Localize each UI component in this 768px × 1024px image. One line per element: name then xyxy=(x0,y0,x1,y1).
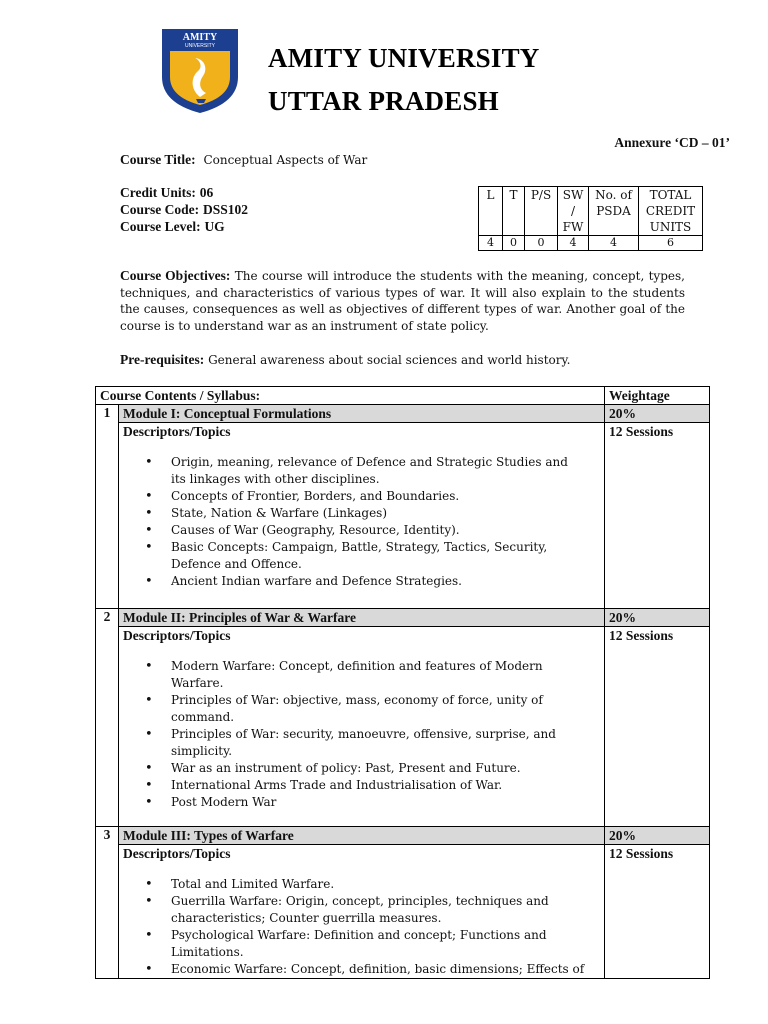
course-title-row xyxy=(120,151,367,169)
module-number: 1 xyxy=(96,405,119,609)
topic-item: • Basic Concepts: Campaign, Battle, Strategy, Tactics, Security, Defence and Offence. xyxy=(145,539,586,573)
prerequisites xyxy=(120,352,685,369)
descriptors-label: Descriptors/Topics xyxy=(123,424,231,439)
module-weightage: 20% xyxy=(605,405,710,423)
credits-value-row xyxy=(479,236,703,251)
annexure-label: Annexure ‘CD – 01’ xyxy=(614,135,730,150)
module-title: Module II: Principles of War & Warfare xyxy=(119,609,605,627)
module-sessions-cell xyxy=(605,845,710,979)
credits-value-cell: 0 xyxy=(503,236,525,251)
credits-table xyxy=(478,186,703,251)
module-sessions: 12 Sessions xyxy=(609,846,674,861)
module-content-row xyxy=(96,627,710,827)
topic-item: • Psychological Warfare: Definition and concept; Functions and Limitations. xyxy=(145,927,586,961)
course-code-row xyxy=(120,201,248,219)
objectives-text: The course will introduce the students with the meaning, concept, types, techniques, and characteristics of various types of war. It will also explain to the students the causes, consequences as well as objectives of different types of war. Another goal of the course is to understand war as an instrument of state policy. xyxy=(120,269,685,333)
module-title: Module III: Types of Warfare xyxy=(119,827,605,845)
topic-item: • Origin, meaning, relevance of Defence and Strategic Studies and its linkages with other disciplines. xyxy=(145,454,586,488)
prerequisites-label: Pre-requisites: xyxy=(120,352,205,367)
credit-units-label: Credit Units: xyxy=(120,185,196,200)
course-level-label: Course Level: xyxy=(120,219,201,234)
topic-item: • Principles of War: security, manoeuvre, offensive, surprise, and simplicity. xyxy=(145,726,586,760)
module-weightage: 20% xyxy=(605,609,710,627)
module-descriptors xyxy=(119,627,605,827)
module-number: 2 xyxy=(96,609,119,827)
module-sessions-cell xyxy=(605,423,710,609)
credits-value-cell: 4 xyxy=(558,236,589,251)
objectives-label: Course Objectives: xyxy=(120,268,231,283)
module-weightage: 20% xyxy=(605,827,710,845)
topic-list xyxy=(145,658,600,811)
course-code-value: DSS102 xyxy=(202,202,248,217)
credit-units-value: 06 xyxy=(199,185,214,200)
module-descriptors xyxy=(119,423,605,609)
topic-item: • Ancient Indian warfare and Defence Strategies. xyxy=(145,573,586,590)
credits-value-cell: 4 xyxy=(479,236,503,251)
credits-header-cell: SW / FW xyxy=(558,187,589,236)
module-sessions-cell xyxy=(605,627,710,827)
module-sessions: 12 Sessions xyxy=(609,628,674,643)
credits-header-cell: No. of PSDA xyxy=(589,187,639,236)
credit-units-row xyxy=(120,184,213,202)
module-content-row xyxy=(96,845,710,979)
syllabus-header-weightage: Weightage xyxy=(605,387,710,405)
course-title-label: Course Title: xyxy=(120,152,196,167)
module-number: 3 xyxy=(96,827,119,979)
logo-subtext: UNIVERSITY xyxy=(184,43,216,49)
module-descriptors xyxy=(119,845,605,979)
university-name: AMITY UNIVERSITY xyxy=(268,43,540,73)
topic-item: • War as an instrument of policy: Past, Present and Future. xyxy=(145,760,586,777)
course-level-value: UG xyxy=(204,219,225,234)
module-row xyxy=(96,405,710,423)
module-row xyxy=(96,827,710,845)
university-location: UTTAR PRADESH xyxy=(268,86,499,116)
topic-item: • Causes of War (Geography, Resource, Identity). xyxy=(145,522,586,539)
credits-value-cell: 6 xyxy=(639,236,703,251)
syllabus-table xyxy=(95,386,710,979)
credits-header-row xyxy=(479,187,703,236)
credits-header-cell: P/S xyxy=(525,187,558,236)
descriptors-label: Descriptors/Topics xyxy=(123,846,231,861)
topic-item: • Modern Warfare: Concept, definition and features of Modern Warfare. xyxy=(145,658,586,692)
credits-header-cell: L xyxy=(479,187,503,236)
descriptors-label: Descriptors/Topics xyxy=(123,628,231,643)
topic-item: • Guerrilla Warfare: Origin, concept, principles, techniques and characteristics; Counter guerrilla measures. xyxy=(145,893,586,927)
module-content-row xyxy=(96,423,710,609)
syllabus-header-contents: Course Contents / Syllabus: xyxy=(96,387,605,405)
course-title-value: Conceptual Aspects of War xyxy=(203,153,368,167)
topic-item: • Total and Limited Warfare. xyxy=(145,876,586,893)
credits-header-cell: TOTAL CREDIT UNITS xyxy=(639,187,703,236)
module-sessions: 12 Sessions xyxy=(609,424,674,439)
module-title: Module I: Conceptual Formulations xyxy=(119,405,605,423)
amity-logo xyxy=(160,27,240,115)
credits-value-cell: 0 xyxy=(525,236,558,251)
topic-item: • Concepts of Frontier, Borders, and Boundaries. xyxy=(145,488,586,505)
course-objectives xyxy=(120,268,685,334)
course-code-label: Course Code: xyxy=(120,202,200,217)
topic-list xyxy=(145,454,600,590)
course-level-row xyxy=(120,218,225,236)
topic-item: • Post Modern War xyxy=(145,794,586,811)
syllabus-header-row xyxy=(96,387,710,405)
logo-text: AMITY xyxy=(182,32,218,43)
topic-item: • Principles of War: objective, mass, economy of force, unity of command. xyxy=(145,692,586,726)
topic-list xyxy=(145,876,600,978)
topic-item: • Economic Warfare: Concept, definition, basic dimensions; Effects of xyxy=(145,961,586,978)
topic-item: • State, Nation & Warfare (Linkages) xyxy=(145,505,586,522)
module-row xyxy=(96,609,710,627)
credits-value-cell: 4 xyxy=(589,236,639,251)
credits-header-cell: T xyxy=(503,187,525,236)
topic-item: • International Arms Trade and Industrialisation of War. xyxy=(145,777,586,794)
prerequisites-text: General awareness about social sciences and world history. xyxy=(208,353,571,367)
